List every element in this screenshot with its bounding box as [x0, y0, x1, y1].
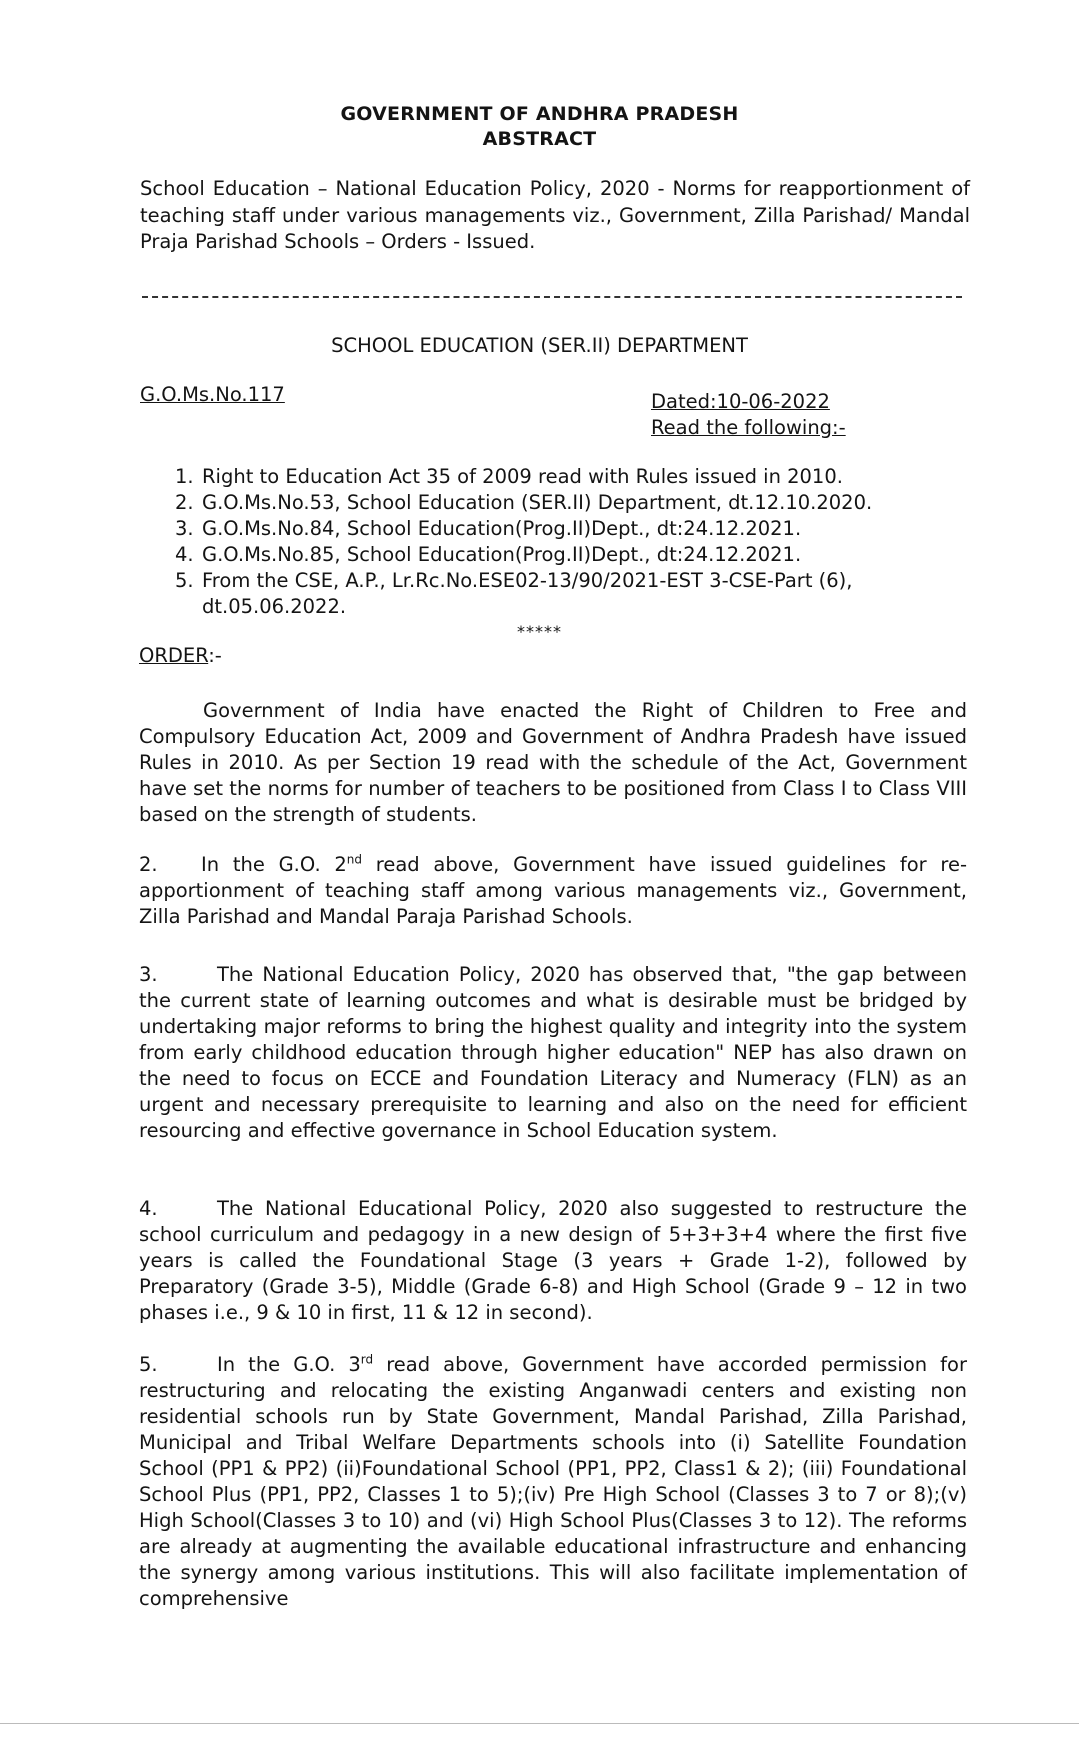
subject-text: School Education – National Education Policy, 2020 - Norms for reapportionment of teaching staff under various managements viz., Government, Zilla Parishad/ Mandal Praja Parishad Schools – Orders - Issued.	[140, 177, 970, 253]
reference-item	[160, 542, 970, 568]
paragraph-4	[139, 1196, 967, 1326]
paragraph-1: Government of India have enacted the Right of Children to Free and Compulsory Education Act, 2009 and Government of Andhra Pradesh have issued Rules in 2010. As per Section 19 read with the schedule of the Act, Government have set the norms for number of teachers to be positioned from Class I to Class VIII based on the strength of students.	[139, 699, 967, 826]
reference-text: G.O.Ms.No.85, School Education(Prog.II)Dept., dt:24.12.2021.	[202, 543, 802, 566]
page-bottom-edge	[0, 1723, 1079, 1724]
reference-number: 5.	[175, 569, 194, 592]
ordinal-suffix: nd	[346, 852, 363, 867]
government-heading: GOVERNMENT OF ANDHRA PRADESH	[340, 103, 739, 125]
paragraph-5	[139, 1352, 967, 1612]
order-label-text: ORDER	[139, 644, 209, 667]
reference-text: From the CSE, A.P., Lr.Rc.No.ESE02-13/90/2021-EST 3-CSE-Part (6), dt.05.06.2022.	[202, 569, 853, 618]
reference-item	[160, 568, 970, 620]
read-following-line: Read the following:-	[651, 416, 846, 439]
dashed-divider	[142, 296, 962, 298]
abstract-heading: ABSTRACT	[482, 128, 597, 150]
reference-item	[160, 464, 970, 490]
paragraph-3	[139, 962, 967, 1144]
paragraph-number: 4.	[139, 1197, 158, 1220]
reference-text: Right to Education Act 35 of 2009 read with Rules issued in 2010.	[202, 465, 843, 488]
paragraph-number: 5.	[139, 1353, 158, 1376]
order-label	[139, 644, 222, 667]
date-block	[651, 389, 846, 441]
department-name: SCHOOL EDUCATION (SER.II) DEPARTMENT	[331, 334, 748, 357]
paragraph-number: 3.	[139, 963, 158, 986]
reference-text: G.O.Ms.No.84, School Education(Prog.II)Dept., dt:24.12.2021.	[202, 517, 802, 540]
reference-number: 3.	[175, 517, 194, 540]
paragraph-5-text-a: In the G.O. 3	[217, 1353, 361, 1376]
reference-text: G.O.Ms.No.53, School Education (SER.II) Department, dt.12.10.2020.	[202, 491, 873, 514]
reference-number: 1.	[175, 465, 194, 488]
reference-number: 4.	[175, 543, 194, 566]
paragraph-3-text: The National Education Policy, 2020 has observed that, "the gap between the current state of learning outcomes and what is desirable must be bridged by undertaking major reforms to bring the highest quality and integrity into the system from early childhood education through higher education" NEP has also drawn on the need to focus on ECCE and Foundation Literacy and Numeracy (FLN) as an urgent and necessary prerequisite to learning and also on the need for efficient resourcing and effective governance in School Education system.	[139, 963, 967, 1142]
ordinal-suffix: rd	[360, 1352, 374, 1367]
dated-line: Dated:10-06-2022	[651, 390, 830, 413]
paragraph-4-text: The National Educational Policy, 2020 also suggested to restructure the school curriculum and pedagogy in a new design of 5+3+3+4 where the first five years is called the Foundational Stage (3 years + Grade 1-2), followed by Preparatory (Grade 3-5), Middle (Grade 6-8) and High School (Grade 9 – 12 in two phases i.e., 9 & 10 in first, 11 & 12 in second).	[139, 1197, 967, 1324]
reference-number: 2.	[175, 491, 194, 514]
paragraph-2-text-a: In the G.O. 2	[201, 853, 347, 876]
paragraph-number: 2.	[139, 853, 158, 876]
references-list	[160, 464, 970, 620]
reference-item	[160, 516, 970, 542]
paragraph-5-text-b: read above, Government have accorded permission for restructuring and relocating the existing Anganwadi centers and existing non residential schools run by State Government, Mandal Parishad, Zilla Parishad, Municipal and Tribal Welfare Departments schools into (i) Satellite Foundation School (PP1 & PP2) (ii)Foundational School (PP1, PP2, Class1 & 2); (iii) Foundational School Plus (PP1, PP2, Classes 1 to 5);(iv) Pre High School (Classes 3 to 7 or 8);(v) High School(Classes 3 to 10) and (vi) High School Plus(Classes 3 to 12). The reforms are already at augmenting the available educational infrastructure and enhancing the synergy among various institutions. This will also facilitate implementation of comprehensive	[139, 1353, 967, 1610]
order-label-suffix: :-	[208, 644, 222, 667]
separator-stars: *****	[517, 622, 562, 641]
reference-item	[160, 490, 970, 516]
paragraph-2	[139, 852, 967, 930]
paragraph-2-text-b: read above, Government have issued guidelines for re-apportionment of teaching staff among various managements viz., Government, Zilla Parishad and Mandal Paraja Parishad Schools.	[139, 853, 967, 928]
go-number: G.O.Ms.No.117	[140, 383, 285, 406]
